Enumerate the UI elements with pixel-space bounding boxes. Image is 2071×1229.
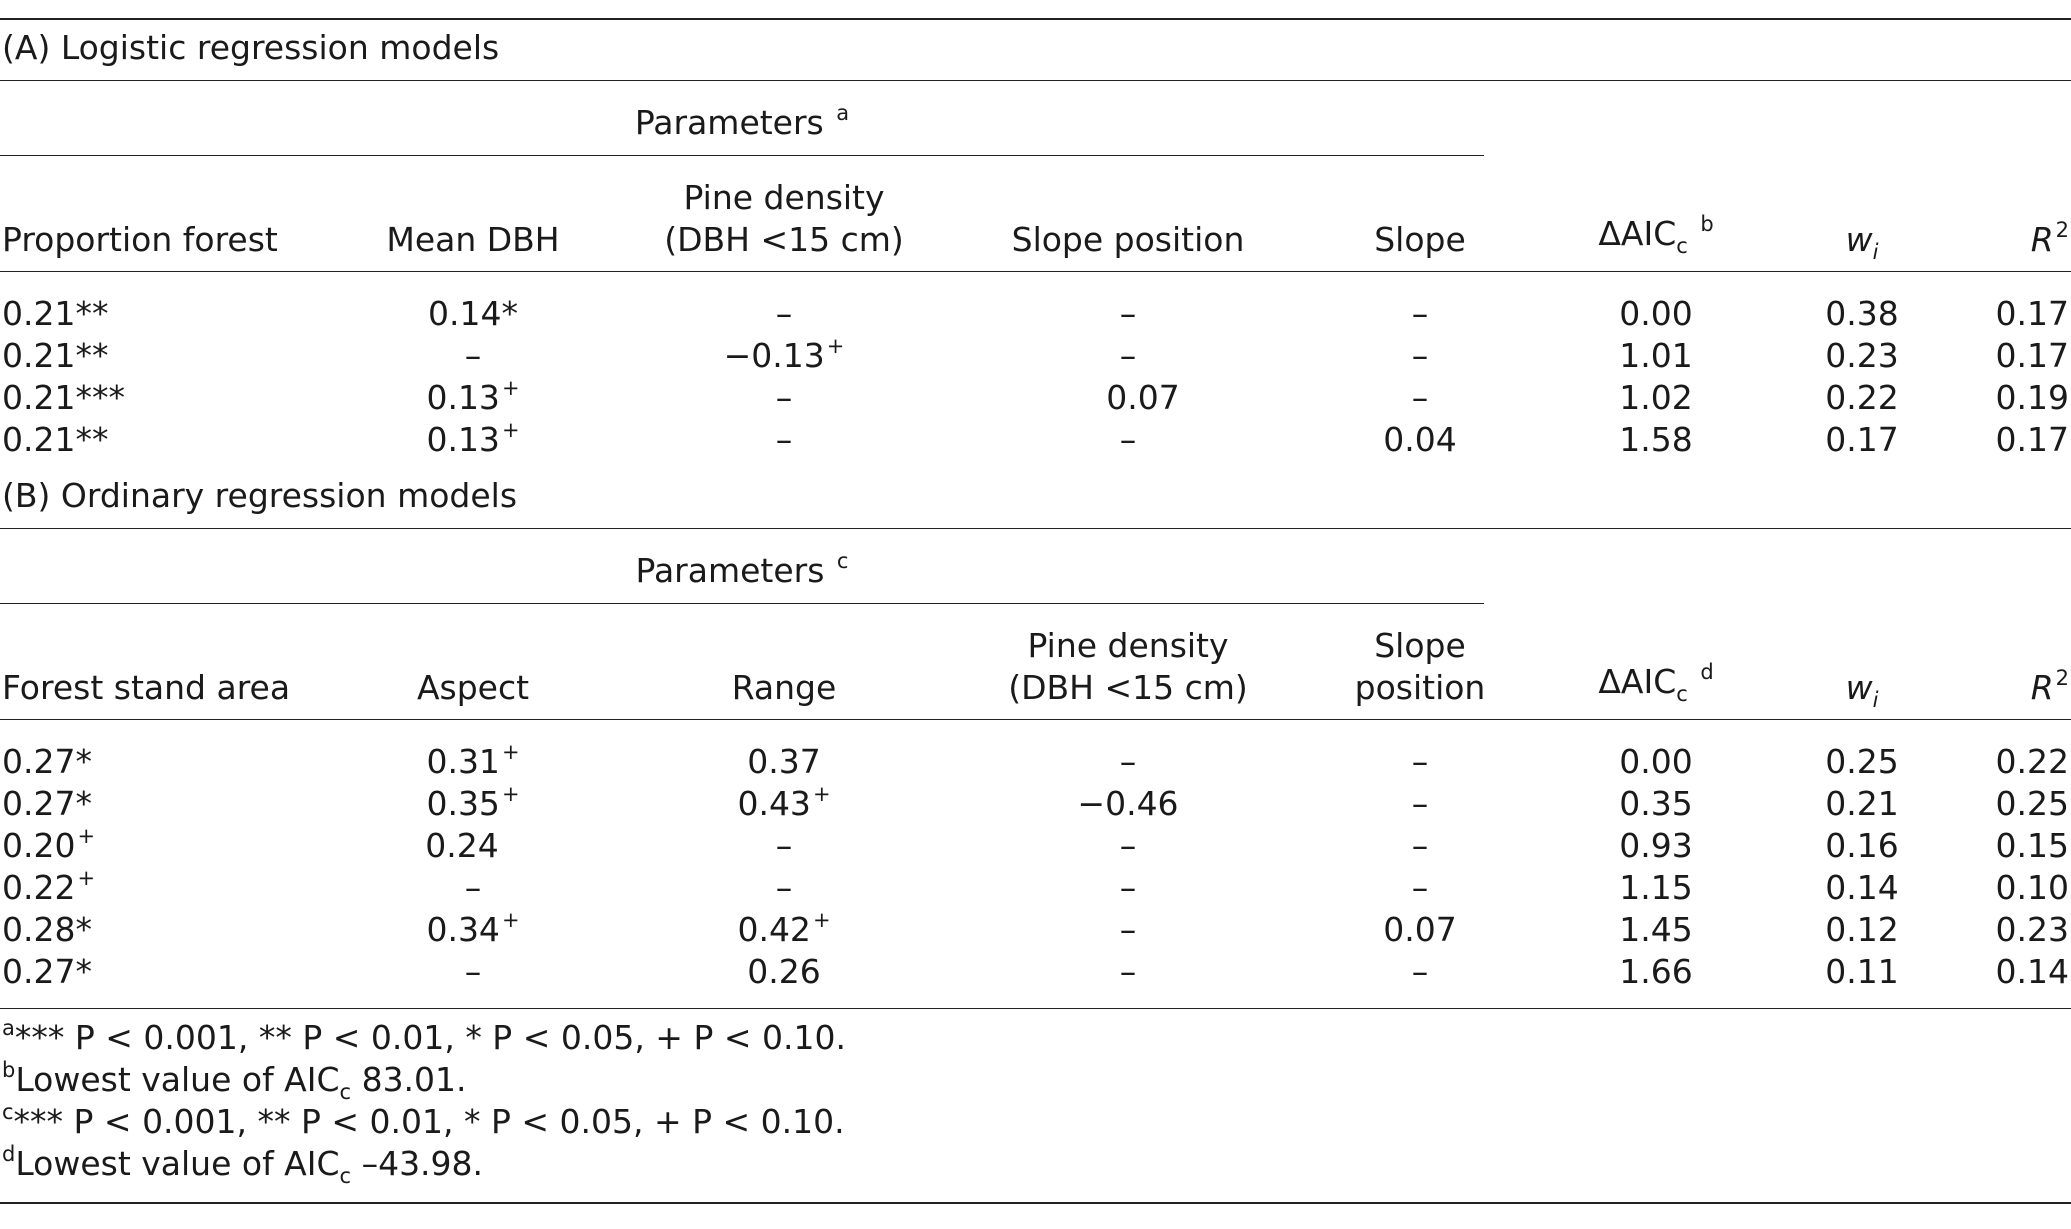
- col-r2: $R^2$: [2030, 666, 2069, 707]
- cell: –: [775, 826, 793, 865]
- cell: 0.17: [1825, 420, 1899, 459]
- cell: 0.27*: [2, 784, 92, 823]
- cell: 0.21***: [2, 378, 125, 417]
- col-daic: $\Delta AIC_c$ $^b$: [1598, 212, 1714, 258]
- cell: –: [1411, 826, 1429, 865]
- cell: 0.34+: [426, 908, 520, 949]
- footnote-a: $^a$*** P < 0.001, ** P < 0.01, * P < 0.05, + P < 0.10.: [2, 1016, 846, 1057]
- cell: 0.21**: [2, 294, 109, 333]
- cell: 0.19: [1995, 378, 2069, 417]
- col-pine-density-sub: (DBH <15 cm): [1008, 668, 1248, 707]
- col-weight: $w_i$: [1845, 220, 1879, 264]
- cell: 0.25: [1825, 742, 1899, 781]
- cell: 0.25: [1995, 784, 2069, 823]
- cell: 0.13+: [426, 376, 520, 417]
- cell: 0.14: [1825, 868, 1899, 907]
- rule-bottom: [0, 1202, 2071, 1204]
- cell: 0.35: [1619, 784, 1693, 823]
- rule-b-header: [0, 719, 2071, 720]
- footnote-c: $^c$*** P < 0.001, ** P < 0.01, * P < 0.05, + P < 0.10.: [2, 1100, 845, 1141]
- cell: 1.15: [1619, 868, 1693, 907]
- cell: 1.01: [1619, 336, 1693, 375]
- cell: 0.17: [1995, 420, 2069, 459]
- section-a-title: (A) Logistic regression models: [2, 28, 500, 67]
- cell: 0.14: [1995, 952, 2069, 991]
- cell: 0.23: [1825, 336, 1899, 375]
- col-pine-density-sub: (DBH <15 cm): [664, 220, 904, 259]
- rule-b-title: [0, 528, 2071, 529]
- cell: 1.45: [1619, 910, 1693, 949]
- col-slope: Slope: [1374, 220, 1466, 259]
- rule-a-header: [0, 271, 2071, 272]
- cell: –: [1119, 420, 1137, 459]
- rule-a-title: [0, 80, 2071, 81]
- cell: 0.00: [1619, 294, 1693, 333]
- cell: –: [1411, 742, 1429, 781]
- cell: 0.35+: [426, 782, 520, 823]
- cell: –: [1411, 378, 1429, 417]
- cell: 0.10: [1995, 868, 2069, 907]
- cell: –: [775, 868, 793, 907]
- cell: –: [1119, 952, 1137, 991]
- cell: 0.15: [1995, 826, 2069, 865]
- cell: 1.02: [1619, 378, 1693, 417]
- col-r2: $R^2$: [2030, 218, 2069, 259]
- cell: –: [1119, 826, 1137, 865]
- cell: –: [1119, 336, 1137, 375]
- col-proportion-forest: Proportion forest: [2, 220, 278, 259]
- col-weight: $w_i$: [1845, 668, 1879, 712]
- cell: 0.23: [1995, 910, 2069, 949]
- rule-b-params: [0, 603, 1484, 604]
- rule-notes: [0, 1008, 2071, 1009]
- cell: 0.22: [1995, 742, 2069, 781]
- cell: 0.27*: [2, 952, 92, 991]
- col-range: Range: [731, 668, 837, 707]
- col-forest-stand-area: Forest stand area: [2, 668, 291, 707]
- cell: −0.46: [1077, 784, 1179, 823]
- cell: –: [1411, 868, 1429, 907]
- cell: 0.17: [1995, 336, 2069, 375]
- rule-top: [0, 18, 2071, 20]
- cell: 0.31+: [426, 740, 520, 781]
- cell: 0.07: [1106, 378, 1180, 417]
- cell: 0.37: [747, 742, 821, 781]
- cell: –: [464, 336, 482, 375]
- cell: 0.43+: [737, 782, 831, 823]
- rule-a-params: [0, 155, 1484, 156]
- cell: 0.14*: [428, 294, 518, 333]
- cell: –: [775, 378, 793, 417]
- cell: 0.22+: [2, 866, 96, 907]
- cell: 0.17: [1995, 294, 2069, 333]
- cell: 1.58: [1619, 420, 1693, 459]
- cell: 0.42+: [737, 908, 831, 949]
- cell: –: [464, 868, 482, 907]
- cell: −0.13+: [723, 334, 845, 375]
- cell: 0.26: [747, 952, 821, 991]
- cell: –: [1411, 784, 1429, 823]
- cell: 0.21: [1825, 784, 1899, 823]
- cell: 0.38: [1825, 294, 1899, 333]
- cell: –: [775, 420, 793, 459]
- col-slope-position: Slope position: [1011, 220, 1245, 259]
- cell: 0.21**: [2, 336, 109, 375]
- cell: –: [464, 952, 482, 991]
- cell: 0.07: [1383, 910, 1457, 949]
- col-pine-density: Pine density: [683, 178, 885, 217]
- col-aspect: Aspect: [416, 668, 530, 707]
- col-pine-density: Pine density: [1027, 626, 1229, 665]
- col-daic: $\Delta AIC_c$ $^d$: [1598, 660, 1714, 706]
- cell: 0.28*: [2, 910, 92, 949]
- cell: 0.27*: [2, 742, 92, 781]
- cell: 1.66: [1619, 952, 1693, 991]
- cell: –: [1411, 294, 1429, 333]
- footnote-b: $^b$Lowest value of $AIC_c$ 83.01.: [2, 1058, 467, 1104]
- cell: –: [1119, 868, 1137, 907]
- cell: 0.20+: [2, 824, 96, 865]
- footnote-d: $^d$Lowest value of $AIC_c$ –43.98.: [2, 1142, 484, 1188]
- cell: 0.21**: [2, 420, 109, 459]
- cell: 0.00: [1619, 742, 1693, 781]
- section-b-params-header: Parameters $^c$: [635, 549, 849, 590]
- cell: 0.04: [1383, 420, 1457, 459]
- cell: –: [1119, 742, 1137, 781]
- cell: 0.13+: [426, 418, 520, 459]
- col-slope-position: position: [1354, 668, 1486, 707]
- cell: 0.11: [1825, 952, 1899, 991]
- cell: –: [775, 294, 793, 333]
- cell: 0.12: [1825, 910, 1899, 949]
- cell: 0.22: [1825, 378, 1899, 417]
- section-b-title: (B) Ordinary regression models: [2, 476, 518, 515]
- cell: 0.24: [425, 826, 499, 865]
- col-mean-dbh: Mean DBH: [386, 220, 560, 259]
- cell: –: [1119, 294, 1137, 333]
- cell: –: [1119, 910, 1137, 949]
- col-slope: Slope: [1374, 626, 1466, 665]
- cell: 0.16: [1825, 826, 1899, 865]
- cell: –: [1411, 336, 1429, 375]
- section-a-params-header: Parameters $^a$: [634, 101, 850, 142]
- cell: 0.93: [1619, 826, 1693, 865]
- cell: –: [1411, 952, 1429, 991]
